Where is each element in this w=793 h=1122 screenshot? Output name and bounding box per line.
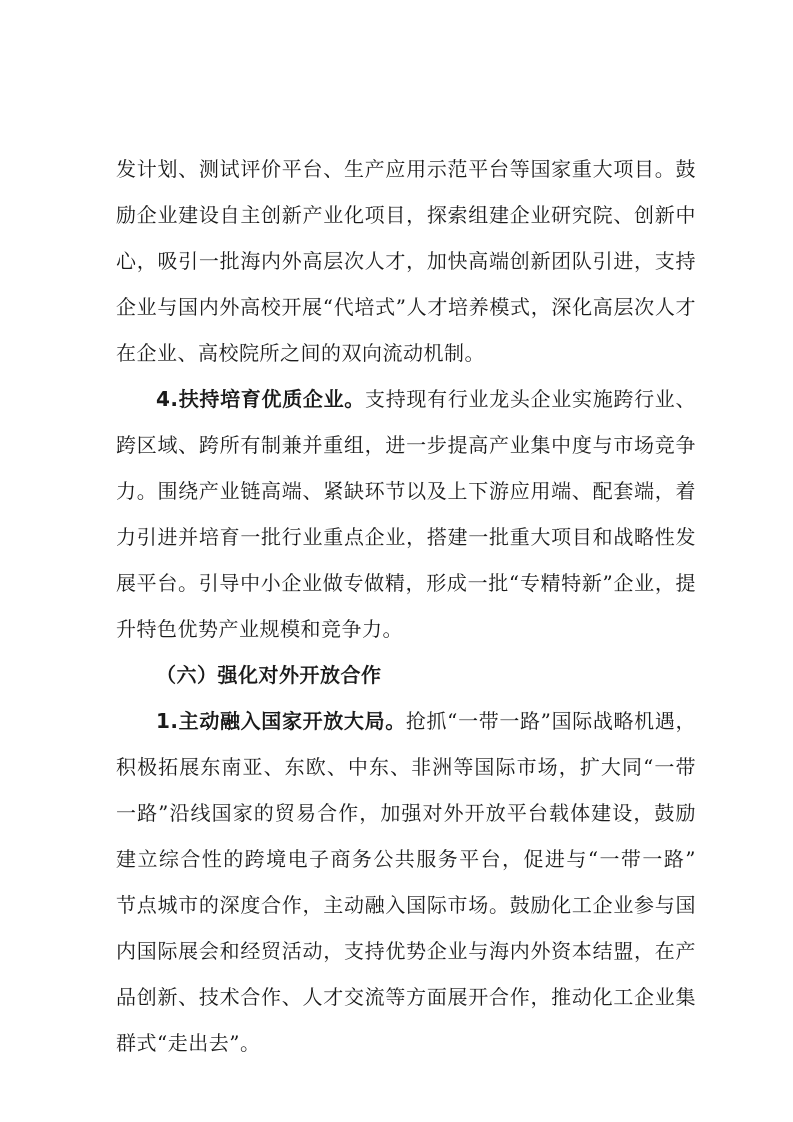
item-text: 抢抓“一带一路”国际战略机遇， [405, 709, 696, 733]
section-heading: （六）强化对外开放合作 [156, 663, 382, 687]
paragraph-line: 一路”沿线国家的贸易合作，加强对外开放平台载体建设，鼓励 [116, 801, 696, 825]
item-lead: 1.主动融入国家开放大局。 [156, 709, 406, 733]
paragraph-line: 跨区域、跨所有制兼并重组，进一步提高产业集中度与市场竞争 [116, 433, 696, 457]
paragraph-first-line [156, 704, 696, 738]
paragraph-line: 品创新、技术合作、人才交流等方面展开合作，推动化工企业集 [116, 985, 696, 1009]
paragraph-line: 群式“走出去”。 [116, 1031, 261, 1055]
paragraph-line: 在企业、高校院所之间的双向流动机制。 [116, 341, 485, 365]
paragraph-line: 内国际展会和经贸活动，支持优势企业与海内外资本结盟，在产 [116, 939, 696, 963]
paragraph-line: 力引进并培育一批行业重点企业，搭建一批重大项目和战略性发 [116, 525, 696, 549]
paragraph-line: 升特色优势产业规模和竞争力。 [116, 617, 403, 641]
item-text: 支持现有行业龙头企业实施跨行业、 [365, 387, 696, 411]
paragraph-line: 发计划、测试评价平台、生产应用示范平台等国家重大项目。鼓 [116, 157, 696, 181]
paragraph-line: 建立综合性的跨境电子商务公共服务平台，促进与“一带一路” [116, 847, 696, 871]
paragraph-line: 企业与国内外高校开展“代培式”人才培养模式，深化高层次人才 [116, 295, 696, 319]
paragraph-first-line [156, 382, 696, 416]
paragraph-line: 节点城市的深度合作，主动融入国际市场。鼓励化工企业参与国 [116, 893, 696, 917]
paragraph-line: 积极拓展东南亚、东欧、中东、非洲等国际市场，扩大同“一带 [116, 755, 696, 779]
item-lead: 4.扶持培育优质企业。 [156, 387, 366, 411]
paragraph-line: 励企业建设自主创新产业化项目，探索组建企业研究院、创新中 [116, 203, 696, 227]
paragraph-line: 力。围绕产业链高端、紧缺环节以及上下游应用端、配套端，着 [116, 479, 696, 503]
paragraph-line: 心，吸引一批海内外高层次人才，加快高端创新团队引进，支持 [116, 249, 696, 273]
paragraph-line: 展平台。引导中小企业做专做精，形成一批“专精特新”企业，提 [116, 571, 696, 595]
